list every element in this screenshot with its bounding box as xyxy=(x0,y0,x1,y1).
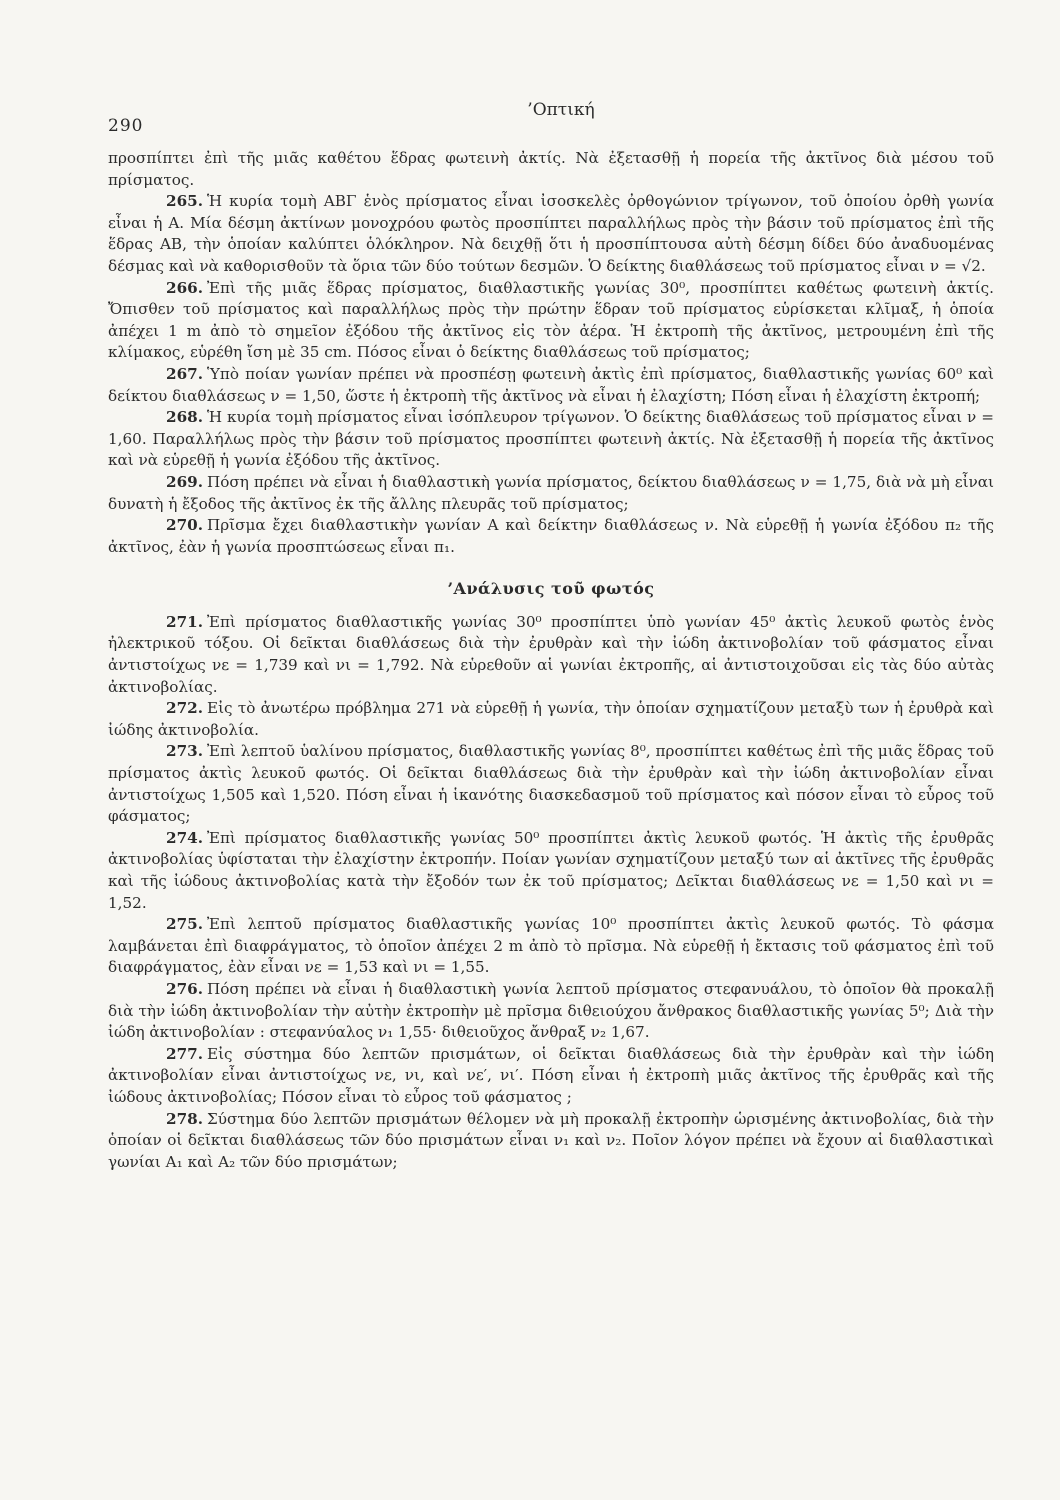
problem-number: 267. xyxy=(166,364,203,383)
problem-item xyxy=(108,472,994,515)
problem-item xyxy=(108,741,994,827)
problem-item xyxy=(108,364,994,407)
problem-list-prisms xyxy=(108,191,994,558)
problem-text: Ὑπὸ ποίαν γωνίαν πρέπει νὰ προσπέσῃ φωτεινὴ ἀκτὶς ἐπὶ πρίσματος, διαθλαστικῆς γωνίας 60⁰ καὶ δείκτου διαθλάσεως ν = 1,50, ὥστε ἡ ἐκτροπὴ τῆς ἀκτῖνος νὰ εἶναι ἡ ἐλαχίστη; Πόση εἶναι ἡ ἐλαχίστη ἐκτροπή; xyxy=(108,364,994,405)
problem-text: Ἐπὶ πρίσματος διαθλαστικῆς γωνίας 30⁰ προσπίπτει ὑπὸ γωνίαν 45⁰ ἀκτὶς λευκοῦ φωτὸς ἑνὸς ἠλεκτρικοῦ τόξου. Οἱ δεῖκται διαθλάσεως διὰ τὴν ἐρυθρὰν καὶ τὴν ἰώδη ἀκτινοβολίαν τοῦ φάσματος εἶναι ἀντιστοίχως νε = 1,739 καὶ νι = 1,792. Νὰ εὑρεθοῦν αἱ γωνίαι ἐκτροπῆς, αἱ ἀντιστοιχοῦσαι εἰς τὰς δύο αὐτὰς ἀκτινοβολίας. xyxy=(108,612,994,696)
problem-text: Πόση πρέπει νὰ εἶναι ἡ διαθλαστικὴ γωνία πρίσματος, δείκτου διαθλάσεως ν = 1,75, διὰ νὰ μὴ εἶναι δυνατὴ ἡ ἔξοδος τῆς ἀκτῖνος ἐκ τῆς ἄλλης πλευρᾶς τοῦ πρίσματος; xyxy=(108,472,994,513)
problem-text: Εἰς τὸ ἀνωτέρω πρόβλημα 271 νὰ εὑρεθῇ ἡ γωνία, τὴν ὁποίαν σχηματίζουν μεταξὺ των ἡ ἐρυθρὰ καὶ ἰώδης ἀκτινοβολία. xyxy=(108,699,994,739)
problem-number: 269. xyxy=(166,472,203,491)
problem-text: Ἐπὶ τῆς μιᾶς ἕδρας πρίσματος, διαθλαστικῆς γωνίας 30⁰, προσπίπτει καθέτως φωτεινὴ ἀκτίς. Ὄπισθεν τοῦ πρίσματος καὶ παραλλήλως πρὸς τὴν πρώτην ἕδραν τοῦ πρίσματος εὑρίσκεται κλῖμαξ, ἡ ὁποία ἀπέχει 1 m ἀπὸ τὸ σημεῖον ἐξόδου τῆς ἀκτῖνος εἰς τὸν ἀέρα. Ἡ ἐκτροπὴ τῆς ἀκτῖνος, μετρουμένη ἐπὶ τῆς κλίμακος, εὑρέθη ἴση μὲ 35 cm. Πόσος εἶναι ὁ δείκτης διαθλάσεως τοῦ πρίσματος; xyxy=(108,278,994,362)
problem-number: 277. xyxy=(166,1044,203,1063)
running-head: ’Οπτική xyxy=(527,100,595,120)
problem-number: 268. xyxy=(166,408,203,427)
problem-number: 271. xyxy=(166,612,203,631)
problem-text: Ἐπὶ λεπτοῦ πρίσματος διαθλαστικῆς γωνίας 10⁰ προσπίπτει ἀκτὶς λευκοῦ φωτός. Τὸ φάσμα λαμβάνεται ἐπὶ διαφράγματος, τὸ ὁποῖον ἀπέχει 2 m ἀπὸ τὸ πρῖσμα. Νὰ εὑρεθῇ ἡ ἔκτασις τοῦ φάσματος ἐπὶ τοῦ διαφράγματος, ἐὰν εἶναι νε = 1,53 καὶ νι = 1,55. xyxy=(108,915,994,977)
problem-number: 276. xyxy=(166,979,203,998)
problem-item xyxy=(108,979,994,1044)
problem-item xyxy=(108,407,994,472)
problem-item xyxy=(108,828,994,914)
problem-text: Πόση πρέπει νὰ εἶναι ἡ διαθλαστικὴ γωνία λεπτοῦ πρίσματος στεφανυάλου, τὸ ὁποῖον θὰ προκαλῇ διὰ τὴν ἰώδη ἀκτινοβολίαν τὴν αὐτὴν ἐκτροπὴν μὲ πρῖσμα διθειούχου ἄνθρακος διαθλαστικῆς γωνίας 5⁰; Διὰ τὴν ἰώδη ἀκτινοβολίαν : στεφανύαλος ν₁ 1,55· διθειοῦχος ἄνθραξ ν₂ 1,67. xyxy=(108,979,994,1042)
body-text xyxy=(108,148,994,1173)
problem-text: Σύστημα δύο λεπτῶν πρισμάτων θέλομεν νὰ μὴ προκαλῇ ἐκτροπὴν ὡρισμένης ἀκτινοβολίας, διὰ τὴν ὁποίαν οἱ δεῖκται διαθλάσεως τῶν δύο πρισμάτων εἶναι ν₁ καὶ ν₂. Ποῖον λόγον πρέπει νὰ ἔχουν αἱ διαθλαστικαὶ γωνίαι Α₁ καὶ Α₂ τῶν δύο πρισμάτων; xyxy=(108,1109,994,1171)
problem-item xyxy=(108,515,994,558)
problem-number: 274. xyxy=(166,828,203,847)
problem-number: 270. xyxy=(166,516,203,535)
problem-item xyxy=(108,278,994,364)
problem-text: Ἡ κυρία τομὴ ΑΒΓ ἑνὸς πρίσματος εἶναι ἰσοσκελὲς ὀρθογώνιον τρίγωνον, τοῦ ὁποίου ὀρθὴ γωνία εἶναι ἡ Α. Μία δέσμη ἀκτίνων μονοχρόου φωτὸς προσπίπτει παραλλήλως πρὸς τὴν βάσιν τοῦ πρίσματος ἐπὶ τῆς ἕδρας ΑΒ, τὴν ὁποίαν καλύπτει ὁλόκληρον. Νὰ δειχθῇ ὅτι ἡ προσπίπτουσα αὐτὴ δέσμη δίδει δύο ἀναδυομένας δέσμας καὶ νὰ καθορισθοῦν τὰ ὅρια τῶν δύο τούτων δεσμῶν. Ὁ δείκτης διαθλάσεως τοῦ πρίσματος εἶναι ν = √2. xyxy=(108,192,994,275)
problem-list-dispersion xyxy=(108,612,994,1173)
problem-item xyxy=(108,914,994,979)
problem-number: 278. xyxy=(166,1109,203,1128)
page-number: 290 xyxy=(108,116,144,136)
section-heading: ’Ανάλυσις τοῦ φωτός xyxy=(447,579,655,599)
problem-number: 265. xyxy=(166,192,203,211)
problem-text: Πρῖσμα ἔχει διαθλαστικὴν γωνίαν Α καὶ δείκτην διαθλάσεως ν. Νὰ εὑρεθῇ ἡ γωνία ἐξόδου π₂ τῆς ἀκτῖνος, ἐὰν ἡ γωνία προσπτώσεως εἶναι π₁. xyxy=(108,516,994,556)
problem-item xyxy=(108,1109,994,1174)
problem-text: Εἰς σύστημα δύο λεπτῶν πρισμάτων, οἱ δεῖκται διαθλάσεως διὰ τὴν ἐρυθρὰν καὶ τὴν ἰώδη ἀκτινοβολίαν εἶναι ἀντιστοίχως νε, νι, καὶ νε′, νι′. Πόση εἶναι ἡ ἐκτροπὴ μιᾶς ἀκτῖνος τῆς ἐρυθρᾶς καὶ τῆς ἰώδους ἀκτινοβολίας; Πόσον εἶναι τὸ εὖρος τοῦ φάσματος ; xyxy=(108,1044,994,1106)
problem-text: Ἐπὶ πρίσματος διαθλαστικῆς γωνίας 50⁰ προσπίπτει ἀκτὶς λευκοῦ φωτός. Ἡ ἀκτὶς τῆς ἐρυθρᾶς ἀκτινοβολίας ὑφίσταται τὴν ἐλαχίστην ἐκτροπήν. Ποίαν γωνίαν σχηματίζουν μεταξύ των αἱ ἀκτῖνες τῆς ἐρυθρᾶς καὶ τῆς ἰώδους ἀκτινοβολίας κατὰ τὴν ἔξοδόν των ἐκ τοῦ πρίσματος; Δεῖκται διαθλάσεως νε = 1,50 καὶ νι = 1,52. xyxy=(108,828,994,912)
problem-number: 266. xyxy=(166,278,203,297)
problem-item xyxy=(108,191,994,277)
problem-number: 275. xyxy=(166,915,203,934)
problem-number: 272. xyxy=(166,699,203,718)
problem-number: 273. xyxy=(166,742,203,761)
problem-item xyxy=(108,612,994,698)
problem-item xyxy=(108,1044,994,1109)
problem-text: Ἡ κυρία τομὴ πρίσματος εἶναι ἰσόπλευρον τρίγωνον. Ὁ δείκτης διαθλάσεως τοῦ πρίσματος εἶναι ν = 1,60. Παραλλήλως πρὸς τὴν βάσιν τοῦ πρίσματος προσπίπτει φωτεινὴ ἀκτίς. Νὰ ἐξετασθῇ ἡ πορεία τῆς ἀκτῖνος καὶ νὰ εὑρεθῇ ἡ γωνία ἐξόδου τῆς ἀκτῖνος. xyxy=(108,408,994,470)
problem-text: Ἐπὶ λεπτοῦ ὑαλίνου πρίσματος, διαθλαστικῆς γωνίας 8⁰, προσπίπτει καθέτως ἐπὶ τῆς μιᾶς ἕδρας τοῦ πρίσματος ἀκτὶς λευκοῦ φωτός. Οἱ δεῖκται διαθλάσεως διὰ τὴν ἐρυθρὰν καὶ τὴν ἰώδη ἀκτινοβολίαν εἶναι ἀντιστοίχως 1,505 καὶ 1,520. Πόση εἶναι ἡ ἱκανότης διασκεδασμοῦ τοῦ πρίσματος καὶ πόσον εἶναι τὸ εὖρος τοῦ φάσματος; xyxy=(108,742,994,826)
intro-paragraph: προσπίπτει ἐπὶ τῆς μιᾶς καθέτου ἕδρας φωτεινὴ ἀκτίς. Νὰ ἐξετασθῇ ἡ πορεία τῆς ἀκτῖνος διὰ μέσου τοῦ πρίσματος. xyxy=(108,149,994,189)
problem-item xyxy=(108,698,994,741)
